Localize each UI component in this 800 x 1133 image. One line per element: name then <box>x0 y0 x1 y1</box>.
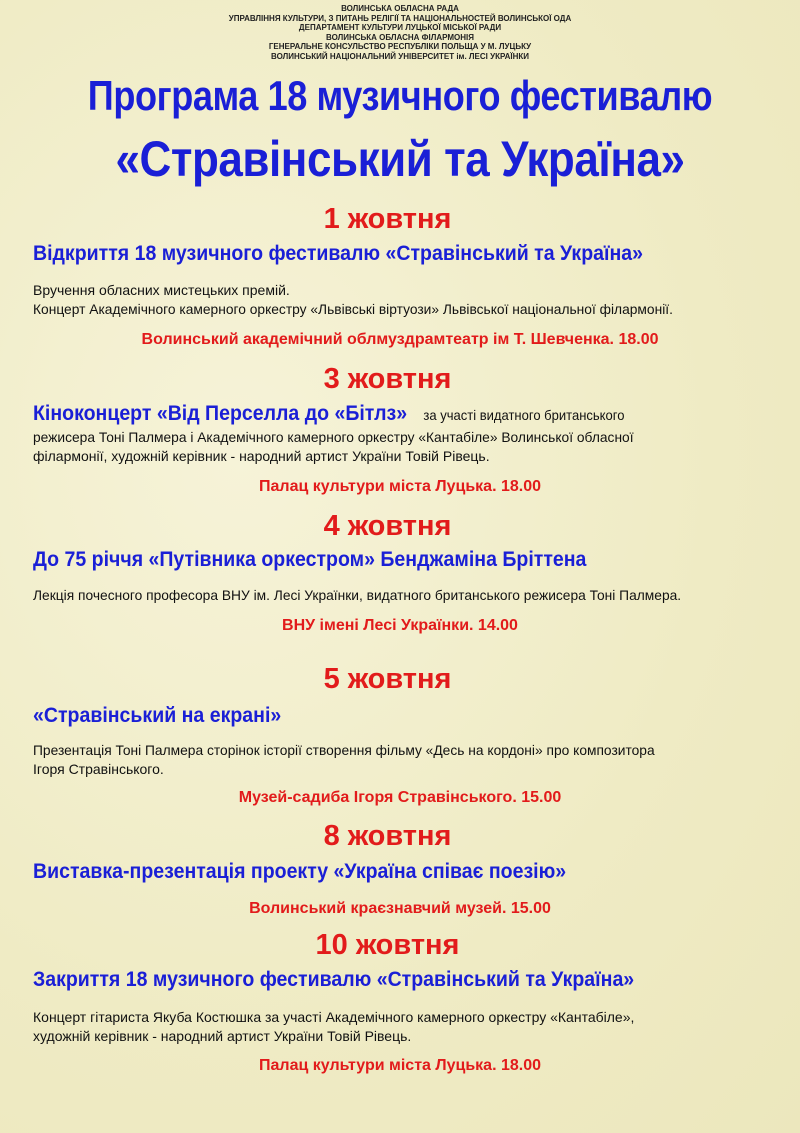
event-description: режисера Тоні Палмера і Академічного камерного оркестру «Кантабіле» Волинської обласної <box>33 429 634 445</box>
event-title <box>33 402 624 426</box>
event-date: 10 жовтня <box>315 929 460 961</box>
organizer-line: ВОЛИНСЬКА ОБЛАСНА ФІЛАРМОНІЯ <box>326 32 474 42</box>
event-venue: ВНУ імені Лесі Українки. 14.00 <box>282 617 518 634</box>
event-description: Концерт Академічного камерного оркестру «Львівські віртуози» Львівської національної філармонії. <box>33 301 673 317</box>
event-description: філармонії, художній керівник - народний артист України Товій Рівець. <box>33 448 490 464</box>
event-title: До 75 річчя «Путівника оркестром» Бенджаміна Бріттена <box>33 548 587 571</box>
event-venue: Палац культури міста Луцька. 18.00 <box>259 478 541 495</box>
program-title: Програма 18 музичного фестивалю <box>87 72 713 119</box>
event-title: Відкриття 18 музичного фестивалю «Стравінський та Україна» <box>33 242 644 265</box>
event-venue: Волинський краєзнавчий музей. 15.00 <box>249 900 551 917</box>
event-date: 4 жовтня <box>323 510 452 542</box>
organizer-line: ГЕНЕРАЛЬНЕ КОНСУЛЬСТВО РЕСПУБЛІКИ ПОЛЬЩА У М. ЛУЦЬКУ <box>268 42 532 52</box>
event-description: Концерт гітариста Якуба Костюшка за участі Академічного камерного оркестру «Кантабіле», <box>33 1009 635 1025</box>
organizer-line: ВОЛИНСЬКИЙ НАЦІОНАЛЬНИЙ УНІВЕРСИТЕТ ім. ЛЕСІ УКРАЇНКИ <box>271 51 529 61</box>
event-description: Презентація Тоні Палмера сторінок історії створення фільму «Десь на кордоні» про композитора <box>33 742 655 758</box>
event-title: «Стравінський на екрані» <box>33 704 282 727</box>
organizer-line: ДЕПАРТАМЕНТ КУЛЬТУРИ ЛУЦЬКОЇ МІСЬКОЇ РАДИ <box>298 23 502 33</box>
organizer-line: ВОЛИНСЬКА ОБЛАСНА РАДА <box>341 4 459 13</box>
organizers-list <box>0 4 800 62</box>
event-date: 5 жовтня <box>323 663 452 695</box>
event-venue: Волинський академічний облмуздрамтеатр ім Т. Шевченка. 18.00 <box>141 331 659 348</box>
event-description: Вручення обласних мистецьких премій. <box>33 282 290 298</box>
event-description: Ігоря Стравінського. <box>33 761 164 777</box>
festival-name: «Стравінський та Україна» <box>115 131 685 187</box>
event-date: 3 жовтня <box>323 363 452 395</box>
event-date: 8 жовтня <box>323 820 452 852</box>
event-title: Закриття 18 музичного фестивалю «Стравінський та Україна» <box>33 968 635 991</box>
event-title-text: Кіноконцерт «Від Перселла до «Бітлз» <box>33 402 408 425</box>
event-title-suffix: за участі видатного британського <box>423 407 625 423</box>
event-description: Лекція почесного професора ВНУ ім. Лесі Українки, видатного британського режисера Тоні Палмера. <box>33 587 682 603</box>
event-description: художній керівник - народний артист України Товій Рівець. <box>33 1028 412 1044</box>
event-date: 1 жовтня <box>323 203 452 235</box>
event-title: Виставка-презентація проекту «Україна співає поезію» <box>33 860 567 883</box>
organizer-line: УПРАВЛІННЯ КУЛЬТУРИ, З ПИТАНЬ РЕЛІГІЇ ТА НАЦІОНАЛЬНОСТЕЙ ВОЛИНСЬКОЇ ОДА <box>228 13 572 23</box>
event-venue: Палац культури міста Луцька. 18.00 <box>259 1057 541 1074</box>
event-venue: Музей-садиба Ігоря Стравінського. 15.00 <box>238 789 562 806</box>
